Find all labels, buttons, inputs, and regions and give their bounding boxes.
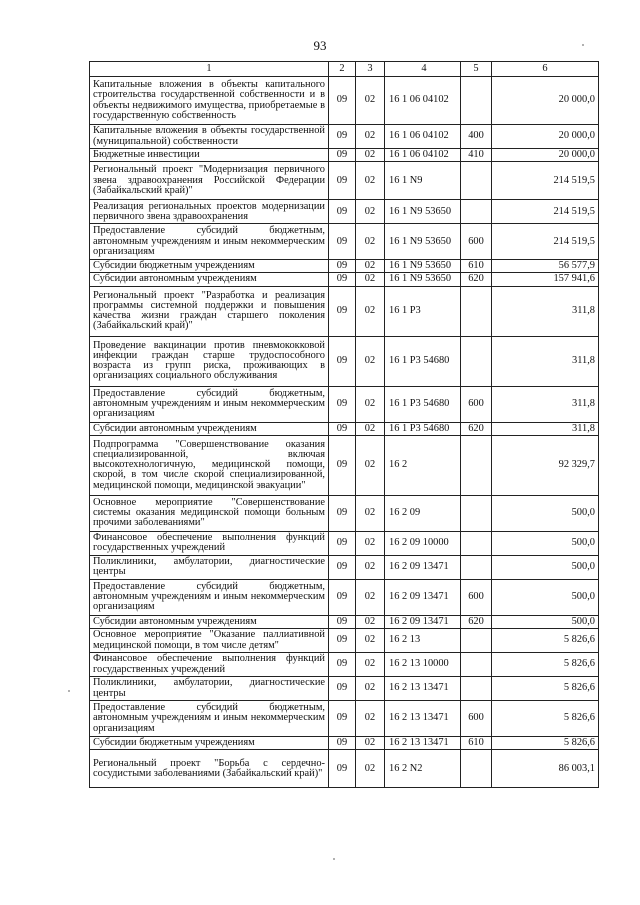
- row-name: Региональный проект "Разработка и реализация программы системной поддержки и повышения качества жизни граждан старшего поколения (Забайкальский край)": [90, 286, 329, 336]
- row-amount: 500,0: [492, 579, 599, 615]
- scan-speck: [333, 858, 335, 860]
- row-amount: 5 826,6: [492, 629, 599, 653]
- row-name: Субсидии автономным учреждениям: [90, 273, 329, 286]
- row-amount: 5 826,6: [492, 701, 599, 737]
- row-section: 09: [329, 386, 356, 422]
- row-amount: 20 000,0: [492, 125, 599, 149]
- row-subsection: 02: [356, 555, 385, 579]
- row-amount: 92 329,7: [492, 435, 599, 495]
- row-name: Финансовое обеспечение выполнения функций государственных учреждений: [90, 653, 329, 677]
- table-row: [90, 435, 599, 495]
- row-amount: 311,8: [492, 386, 599, 422]
- row-section: 09: [329, 579, 356, 615]
- table-row: [90, 701, 599, 737]
- table-row: [90, 125, 599, 149]
- row-expense-type: [461, 555, 492, 579]
- row-section: 09: [329, 677, 356, 701]
- row-target-article: 16 2 13 13471: [385, 701, 461, 737]
- row-subsection: 02: [356, 422, 385, 435]
- row-section: 09: [329, 125, 356, 149]
- budget-table: [89, 61, 599, 788]
- row-expense-type: [461, 531, 492, 555]
- row-name: Предоставление субсидий бюджетным, автономным учреждениям и иным некоммерческим организациям: [90, 386, 329, 422]
- row-section: 09: [329, 531, 356, 555]
- row-expense-type: 600: [461, 579, 492, 615]
- row-target-article: 16 2 09 13471: [385, 579, 461, 615]
- row-expense-type: 600: [461, 386, 492, 422]
- table-row: [90, 260, 599, 273]
- row-amount: 311,8: [492, 422, 599, 435]
- row-target-article: 16 1 06 04102: [385, 77, 461, 125]
- row-subsection: 02: [356, 435, 385, 495]
- row-name: Основное мероприятие "Совершенствование системы оказания медицинской помощи больным прочими заболеваниями": [90, 495, 329, 531]
- row-subsection: 02: [356, 162, 385, 200]
- header-col-1: 1: [90, 62, 329, 77]
- row-target-article: 16 2 13 13471: [385, 737, 461, 750]
- row-section: 09: [329, 149, 356, 162]
- row-amount: 214 519,5: [492, 224, 599, 260]
- row-name: Субсидии автономным учреждениям: [90, 422, 329, 435]
- row-subsection: 02: [356, 615, 385, 628]
- row-target-article: 16 2 13: [385, 629, 461, 653]
- row-expense-type: [461, 653, 492, 677]
- row-subsection: 02: [356, 579, 385, 615]
- table-row: [90, 273, 599, 286]
- row-name: Реализация региональных проектов модернизации первичного звена здравоохранения: [90, 200, 329, 224]
- row-target-article: 16 2 13 13471: [385, 677, 461, 701]
- row-target-article: 16 1 06 04102: [385, 149, 461, 162]
- table-row: [90, 286, 599, 336]
- row-name: Проведение вакцинации против пневмококковой инфекции граждан старше трудоспособного возраста из групп риска, проживающих в организациях социального обслуживания: [90, 336, 329, 386]
- header-col-5: 5: [461, 62, 492, 77]
- row-name: Капитальные вложения в объекты капитального строительства государственной собственности и в объекты недвижимого имущества, приобретаемые в государственную собственность: [90, 77, 329, 125]
- scan-speck: [68, 690, 70, 692]
- row-subsection: 02: [356, 77, 385, 125]
- row-section: 09: [329, 435, 356, 495]
- row-section: 09: [329, 286, 356, 336]
- row-amount: 214 519,5: [492, 200, 599, 224]
- row-target-article: 16 1 P3: [385, 286, 461, 336]
- table-row: [90, 737, 599, 750]
- row-subsection: 02: [356, 629, 385, 653]
- table-row: [90, 531, 599, 555]
- row-amount: 5 826,6: [492, 737, 599, 750]
- row-target-article: 16 1 N9: [385, 162, 461, 200]
- row-target-article: 16 1 N9 53650: [385, 224, 461, 260]
- row-name: Подпрограмма "Совершенствование оказания специализированной, включая высокотехнологичную, медицинской помощи, скорой, в том числе скорой специализированной, медицинской помощи, медицинской эвакуации": [90, 435, 329, 495]
- row-target-article: 16 2 09 13471: [385, 615, 461, 628]
- row-subsection: 02: [356, 260, 385, 273]
- row-section: 09: [329, 701, 356, 737]
- row-name: Субсидии автономным учреждениям: [90, 615, 329, 628]
- row-section: 09: [329, 224, 356, 260]
- row-subsection: 02: [356, 224, 385, 260]
- row-name: Региональный проект "Модернизация первичного звена здравоохранения Российской Федерации (Забайкальский край)": [90, 162, 329, 200]
- row-expense-type: 600: [461, 701, 492, 737]
- row-expense-type: 610: [461, 260, 492, 273]
- row-name: Капитальные вложения в объекты государственной (муниципальной) собственности: [90, 125, 329, 149]
- row-name: Поликлиники, амбулатории, диагностические центры: [90, 677, 329, 701]
- row-target-article: 16 1 P3 54680: [385, 336, 461, 386]
- row-amount: 20 000,0: [492, 149, 599, 162]
- row-subsection: 02: [356, 125, 385, 149]
- row-expense-type: [461, 200, 492, 224]
- row-subsection: 02: [356, 750, 385, 788]
- table-row: [90, 555, 599, 579]
- row-name: Субсидии бюджетным учреждениям: [90, 260, 329, 273]
- table-row: [90, 224, 599, 260]
- row-subsection: 02: [356, 273, 385, 286]
- table-row: [90, 629, 599, 653]
- row-amount: 20 000,0: [492, 77, 599, 125]
- row-expense-type: [461, 677, 492, 701]
- row-target-article: 16 1 P3 54680: [385, 422, 461, 435]
- row-target-article: 16 2 09 10000: [385, 531, 461, 555]
- table-row: [90, 386, 599, 422]
- row-subsection: 02: [356, 386, 385, 422]
- row-name: Бюджетные инвестиции: [90, 149, 329, 162]
- row-expense-type: [461, 629, 492, 653]
- header-col-3: 3: [356, 62, 385, 77]
- row-section: 09: [329, 162, 356, 200]
- row-target-article: 16 2 13 10000: [385, 653, 461, 677]
- row-name: Основное мероприятие "Оказание паллиативной медицинской помощи, в том числе детям": [90, 629, 329, 653]
- row-target-article: 16 1 P3 54680: [385, 386, 461, 422]
- row-amount: 56 577,9: [492, 260, 599, 273]
- row-section: 09: [329, 653, 356, 677]
- row-expense-type: 400: [461, 125, 492, 149]
- row-amount: 5 826,6: [492, 677, 599, 701]
- row-subsection: 02: [356, 653, 385, 677]
- row-expense-type: 600: [461, 224, 492, 260]
- row-section: 09: [329, 615, 356, 628]
- row-section: 09: [329, 495, 356, 531]
- row-target-article: 16 1 N9 53650: [385, 260, 461, 273]
- row-name: Финансовое обеспечение выполнения функций государственных учреждений: [90, 531, 329, 555]
- scan-speck: [582, 44, 584, 46]
- header-col-2: 2: [329, 62, 356, 77]
- table-row: [90, 336, 599, 386]
- row-target-article: 16 2: [385, 435, 461, 495]
- row-amount: 311,8: [492, 286, 599, 336]
- table-row: [90, 200, 599, 224]
- table-row: [90, 149, 599, 162]
- row-subsection: 02: [356, 495, 385, 531]
- row-section: 09: [329, 336, 356, 386]
- row-amount: 86 003,1: [492, 750, 599, 788]
- row-expense-type: [461, 77, 492, 125]
- row-amount: 157 941,6: [492, 273, 599, 286]
- row-subsection: 02: [356, 200, 385, 224]
- row-section: 09: [329, 77, 356, 125]
- header-col-4: 4: [385, 62, 461, 77]
- table-row: [90, 77, 599, 125]
- row-expense-type: [461, 286, 492, 336]
- row-subsection: 02: [356, 531, 385, 555]
- row-expense-type: [461, 162, 492, 200]
- row-amount: 5 826,6: [492, 653, 599, 677]
- row-amount: 500,0: [492, 495, 599, 531]
- table-row: [90, 579, 599, 615]
- row-target-article: 16 2 09 13471: [385, 555, 461, 579]
- table-row: [90, 615, 599, 628]
- row-expense-type: 610: [461, 737, 492, 750]
- row-amount: 311,8: [492, 336, 599, 386]
- row-section: 09: [329, 273, 356, 286]
- row-target-article: 16 2 N2: [385, 750, 461, 788]
- table-row: [90, 422, 599, 435]
- row-expense-type: [461, 495, 492, 531]
- header-col-6: 6: [492, 62, 599, 77]
- table-row: [90, 750, 599, 788]
- row-section: 09: [329, 737, 356, 750]
- row-section: 09: [329, 629, 356, 653]
- row-section: 09: [329, 750, 356, 788]
- row-target-article: 16 1 N9 53650: [385, 273, 461, 286]
- table-row: [90, 162, 599, 200]
- row-expense-type: 620: [461, 615, 492, 628]
- row-section: 09: [329, 260, 356, 273]
- table-row: [90, 495, 599, 531]
- row-amount: 500,0: [492, 555, 599, 579]
- row-section: 09: [329, 422, 356, 435]
- row-expense-type: 620: [461, 273, 492, 286]
- row-name: Предоставление субсидий бюджетным, автономным учреждениям и иным некоммерческим организациям: [90, 579, 329, 615]
- row-name: Предоставление субсидий бюджетным, автономным учреждениям и иным некоммерческим организациям: [90, 224, 329, 260]
- row-subsection: 02: [356, 701, 385, 737]
- row-section: 09: [329, 200, 356, 224]
- row-subsection: 02: [356, 149, 385, 162]
- row-name: Предоставление субсидий бюджетным, автономным учреждениям и иным некоммерческим организациям: [90, 701, 329, 737]
- row-subsection: 02: [356, 286, 385, 336]
- row-amount: 214 519,5: [492, 162, 599, 200]
- row-expense-type: [461, 750, 492, 788]
- row-amount: 500,0: [492, 615, 599, 628]
- row-target-article: 16 1 06 04102: [385, 125, 461, 149]
- table-row: [90, 653, 599, 677]
- row-section: 09: [329, 555, 356, 579]
- row-name: Региональный проект "Борьба с сердечно-сосудистыми заболеваниями (Забайкальский край)": [90, 750, 329, 788]
- row-subsection: 02: [356, 677, 385, 701]
- row-target-article: 16 1 N9 53650: [385, 200, 461, 224]
- row-subsection: 02: [356, 737, 385, 750]
- page-number: 93: [313, 38, 327, 53]
- row-expense-type: 410: [461, 149, 492, 162]
- row-target-article: 16 2 09: [385, 495, 461, 531]
- row-expense-type: [461, 336, 492, 386]
- row-name: Поликлиники, амбулатории, диагностические центры: [90, 555, 329, 579]
- row-name: Субсидии бюджетным учреждениям: [90, 737, 329, 750]
- table-row: [90, 677, 599, 701]
- row-amount: 500,0: [492, 531, 599, 555]
- header-row: [90, 62, 599, 77]
- row-expense-type: [461, 435, 492, 495]
- row-expense-type: 620: [461, 422, 492, 435]
- row-subsection: 02: [356, 336, 385, 386]
